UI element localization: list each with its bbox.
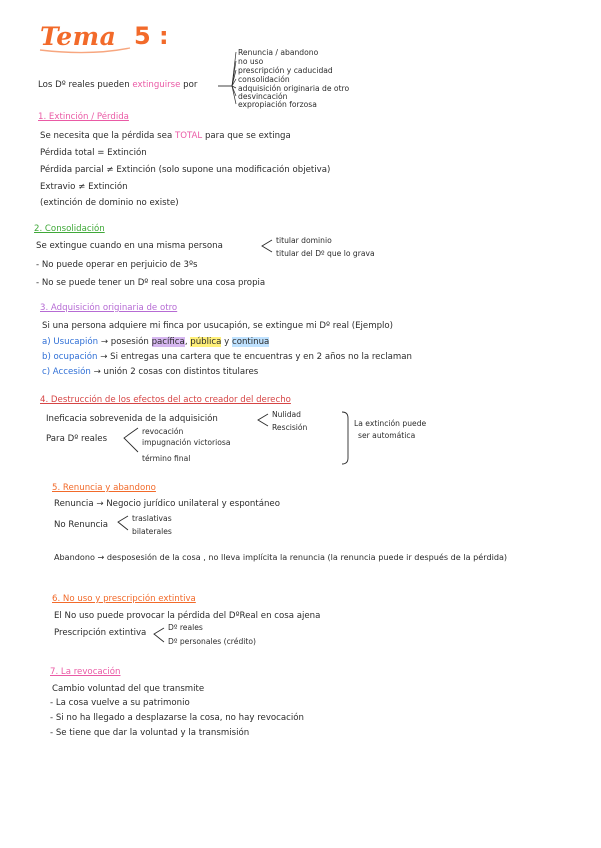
intro-suffix: por [180,80,198,90]
s2-heading: 2. Consolidación [34,224,105,234]
s3-line1: Si una persona adquiere mi finca por usucapión, se extingue mi Dº real (Ejemplo) [42,321,394,331]
s7-line4: - Se tiene que dar la voluntad y la transmisión [50,728,250,738]
s1-heading: 1. Extinción / Pérdida [38,112,129,122]
s3-line-c [42,367,258,378]
s2-line1: Se extingue cuando en una misma persona [36,241,223,251]
s1-line5: (extinción de dominio no existe) [40,198,179,208]
s3-b-text: → Si entregas una cartera que te encuentras y en 2 años no la reclaman [97,352,412,362]
s5-line3: Abandono → desposesión de la cosa , no lleva implícita la renuncia (la renuncia puede ir después de la pérdida) [54,552,508,562]
s7-heading: 7. La revocación [50,667,121,677]
s6-bracket [154,628,164,642]
s6-heading: 6. No uso y prescripción extintiva [52,594,196,604]
s4-note1: La extinción puede [354,419,427,428]
s4-heading: 4. Destrucción de los efectos del acto creador del derecho [40,395,291,405]
s6-branch-b: Dº personales (crédito) [168,637,256,646]
s4-branch2b: impugnación victoriosa [142,438,231,447]
s4-line1: Ineficacia sobrevenida de la adquisición [46,414,218,424]
s4-branch1a: Nulidad [272,410,302,419]
s4-line2: Para Dº reales [46,434,108,444]
s1-line2: Pérdida total = Extinción [40,148,147,158]
s3-heading: 3. Adquisición originaria de otro [40,303,178,313]
s4-side-brace [342,412,348,464]
s3-a-arrow: → posesión [98,337,152,347]
s5-branch-a: traslativas [132,514,172,523]
s5-line1: Renuncia → Negocio jurídico unilateral y espontáneo [54,499,280,509]
s7-line3: - Si no ha llegado a desplazarse la cosa, no hay revocación [50,713,304,723]
s1-line1 [40,131,291,142]
s3-c-label: c) Accesión [42,367,91,377]
s3-a-label: a) Usucapión [42,337,99,347]
s3-a-sep: , [184,337,191,347]
intro-prefix: Los Dº reales pueden [38,80,133,90]
s2-line3: - No se puede tener un Dº real sobre una cosa propia [36,278,266,288]
s4-branch1b: Rescisión [272,423,308,432]
s2-branch1: titular dominio [276,236,332,245]
s5-bracket [118,516,128,530]
s1-line3: Pérdida parcial ≠ Extinción (solo supone una modificación objetiva) [40,165,331,175]
intro-cause-7: expropiación forzosa [238,100,317,109]
intro-cause-5: adquisición originaria de otro [238,84,350,93]
intro-cause-6: desvincación [238,92,288,101]
intro-cause-2: no uso [238,57,264,66]
s2-branch2: titular del Dº que lo grava [276,249,375,258]
intro-highlight: extinguirse [132,80,181,90]
page-title: Tema [40,22,117,51]
s3-line-a [42,337,269,348]
s4-bracket2 [124,428,138,452]
s5-line2: No Renuncia [54,520,109,530]
s3-a-hl1: pacífica [151,337,185,347]
s5-branch-b: bilaterales [132,527,172,536]
s3-c-text: → unión 2 cosas con distintos titulares [90,367,259,377]
s3-a-hl3: continua [231,337,270,347]
intro-line [38,80,197,91]
s1-line4: Extravio ≠ Extinción [40,182,128,192]
s3-b-label: b) ocupación [42,352,98,362]
s3-a-hl2: pública [190,337,222,347]
s1-line1-a: Se necesita que la pérdida sea [40,131,175,141]
s4-bracket1 [258,414,268,426]
s1-line1-hl: TOTAL [174,131,203,141]
intro-cause-1: Renuncia / abandono [238,48,319,57]
page-title-number: 5 : [134,22,169,50]
intro-cause-4: consolidación [238,75,290,84]
s3-a-y: y [221,337,232,347]
s2-line2: - No puede operar en perjuicio de 3ºs [36,260,198,270]
s4-branch2a: revocación [142,427,184,436]
s4-note2: ser automática [358,431,416,440]
s2-bracket [262,240,272,252]
intro-fan-lines [232,52,236,104]
s6-branch-a: Dº reales [168,623,203,632]
s1-line1-b: para que se extinga [202,131,291,141]
s7-line1: Cambio voluntad del que transmite [52,684,205,694]
s3-line-b [42,352,412,363]
s6-line2: Prescripción extintiva [54,628,147,638]
s4-branch2c: término final [142,454,191,463]
s6-line1: El No uso puede provocar la pérdida del DºReal en cosa ajena [54,611,321,621]
s7-line2: - La cosa vuelve a su patrimonio [50,698,190,708]
intro-cause-3: prescripción y caducidad [238,66,333,75]
s5-heading: 5. Renuncia y abandono [52,483,156,493]
